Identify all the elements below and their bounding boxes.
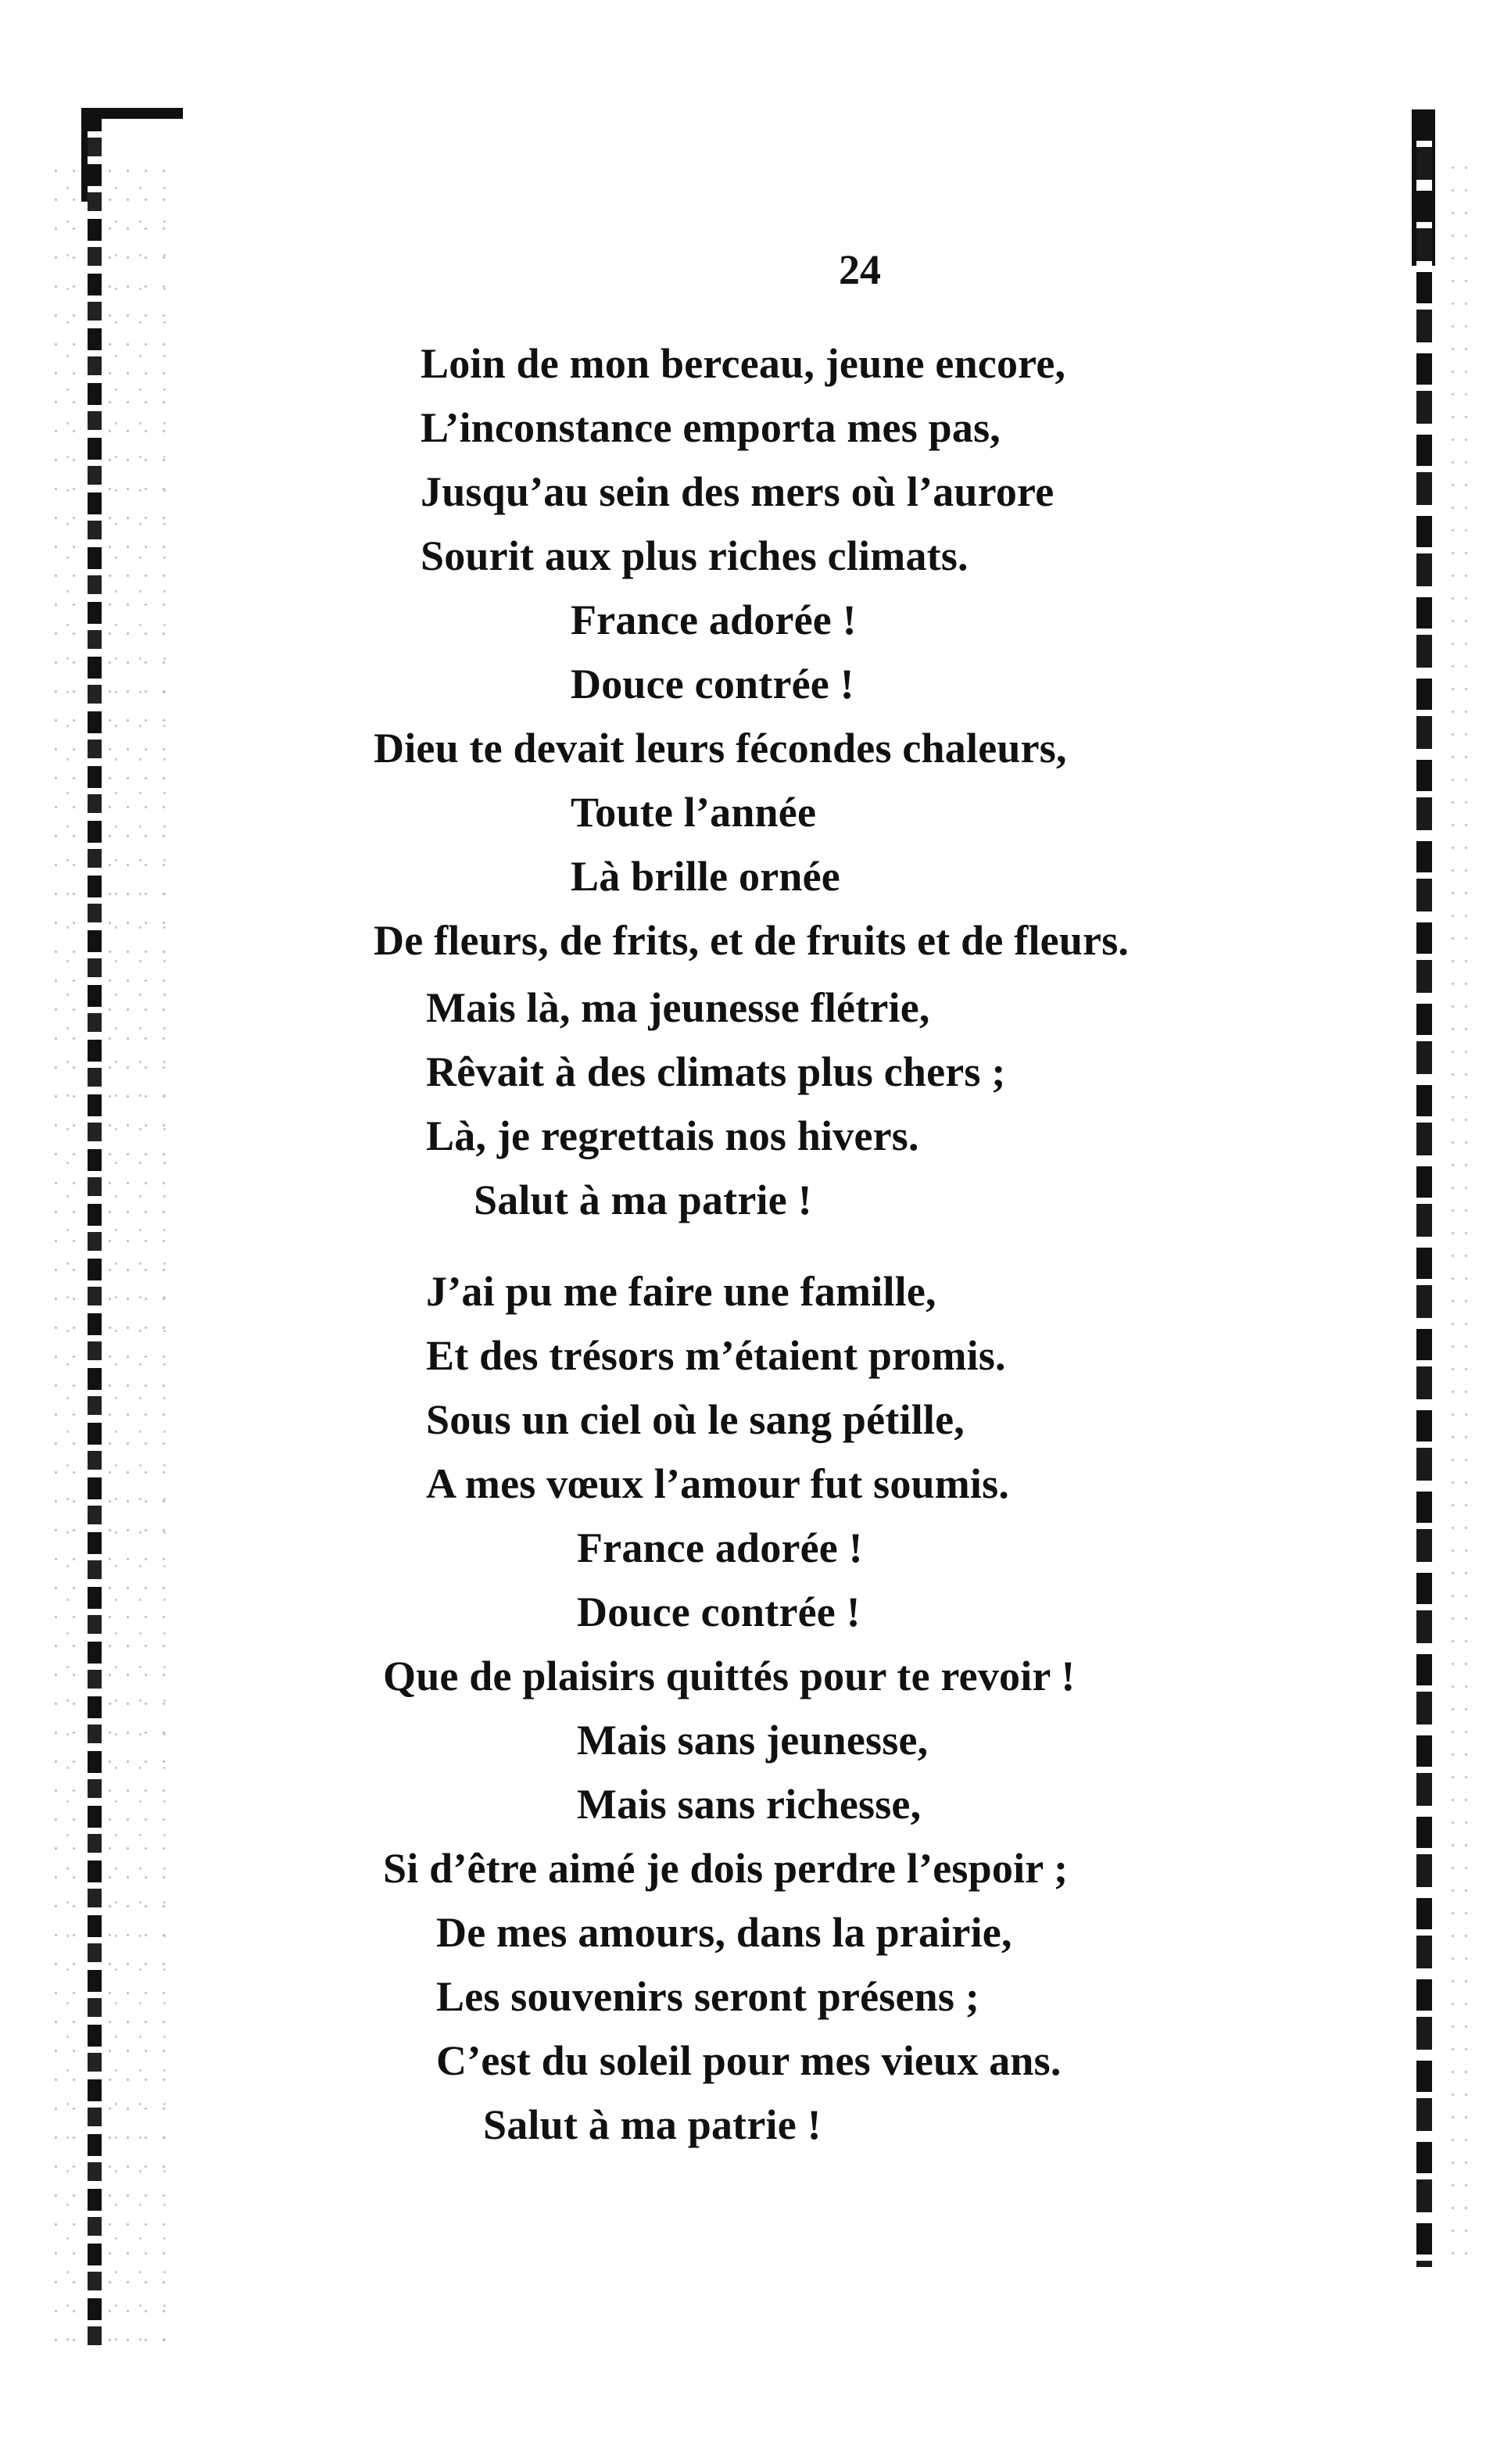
right-page-edge [1416, 109, 1432, 2267]
poem-line: Si d’être aimé je dois perdre l’espoir ; [383, 1845, 1069, 1892]
poem-line: France adorée ! [571, 596, 857, 643]
poem-line: Et des trésors m’étaient promis. [426, 1332, 1006, 1379]
poem-line: Là, je regrettais nos hivers. [426, 1112, 919, 1159]
poem-line: Salut à ma patrie ! [483, 2101, 822, 2148]
poem-line: Mais là, ma jeunesse flétrie, [426, 984, 930, 1031]
poem-line: L’inconstance emporta mes pas, [421, 404, 1001, 451]
left-edge-specks [47, 156, 180, 2345]
poem-line: Sourit aux plus riches climats. [421, 532, 969, 579]
poem-line: Salut à ma patrie ! [474, 1176, 812, 1223]
poem-line: Toute l’année [571, 789, 817, 836]
page-number: 24 [839, 246, 881, 293]
poem-line: Loin de mon berceau, jeune encore, [421, 340, 1066, 387]
poem-line: Que de plaisirs quittés pour te revoir ! [383, 1653, 1076, 1699]
poem-line: Sous un ciel où le sang pétille, [426, 1396, 965, 1443]
poem-line: Douce contrée ! [571, 661, 854, 707]
poem-line: De fleurs, de frits, et de fruits et de fleurs. [374, 917, 1130, 964]
poem-line: Rêvait à des climats plus chers ; [426, 1048, 1006, 1095]
poem-line: Douce contrée ! [577, 1588, 861, 1635]
poem-line: Les souvenirs seront présens ; [436, 1973, 980, 2020]
poem-line: Mais sans jeunesse, [577, 1717, 929, 1764]
poem-line: De mes amours, dans la prairie, [436, 1909, 1012, 1956]
poem-line: A mes vœux l’amour fut soumis. [426, 1460, 1010, 1507]
poem-line: J’ai pu me faire une famille, [426, 1268, 936, 1315]
poem-line: C’est du soleil pour mes vieux ans. [436, 2037, 1062, 2084]
poem-line: Mais sans richesse, [577, 1781, 922, 1828]
poem-line: France adorée ! [577, 1524, 863, 1571]
poem-line: Jusqu’au sein des mers où l’aurore [421, 468, 1054, 515]
right-edge-specks [1446, 156, 1477, 2267]
poem-line: Là brille ornée [571, 853, 840, 900]
poem-line: Dieu te devait leurs fécondes chaleurs, [374, 725, 1067, 772]
left-page-edge [88, 109, 102, 2345]
